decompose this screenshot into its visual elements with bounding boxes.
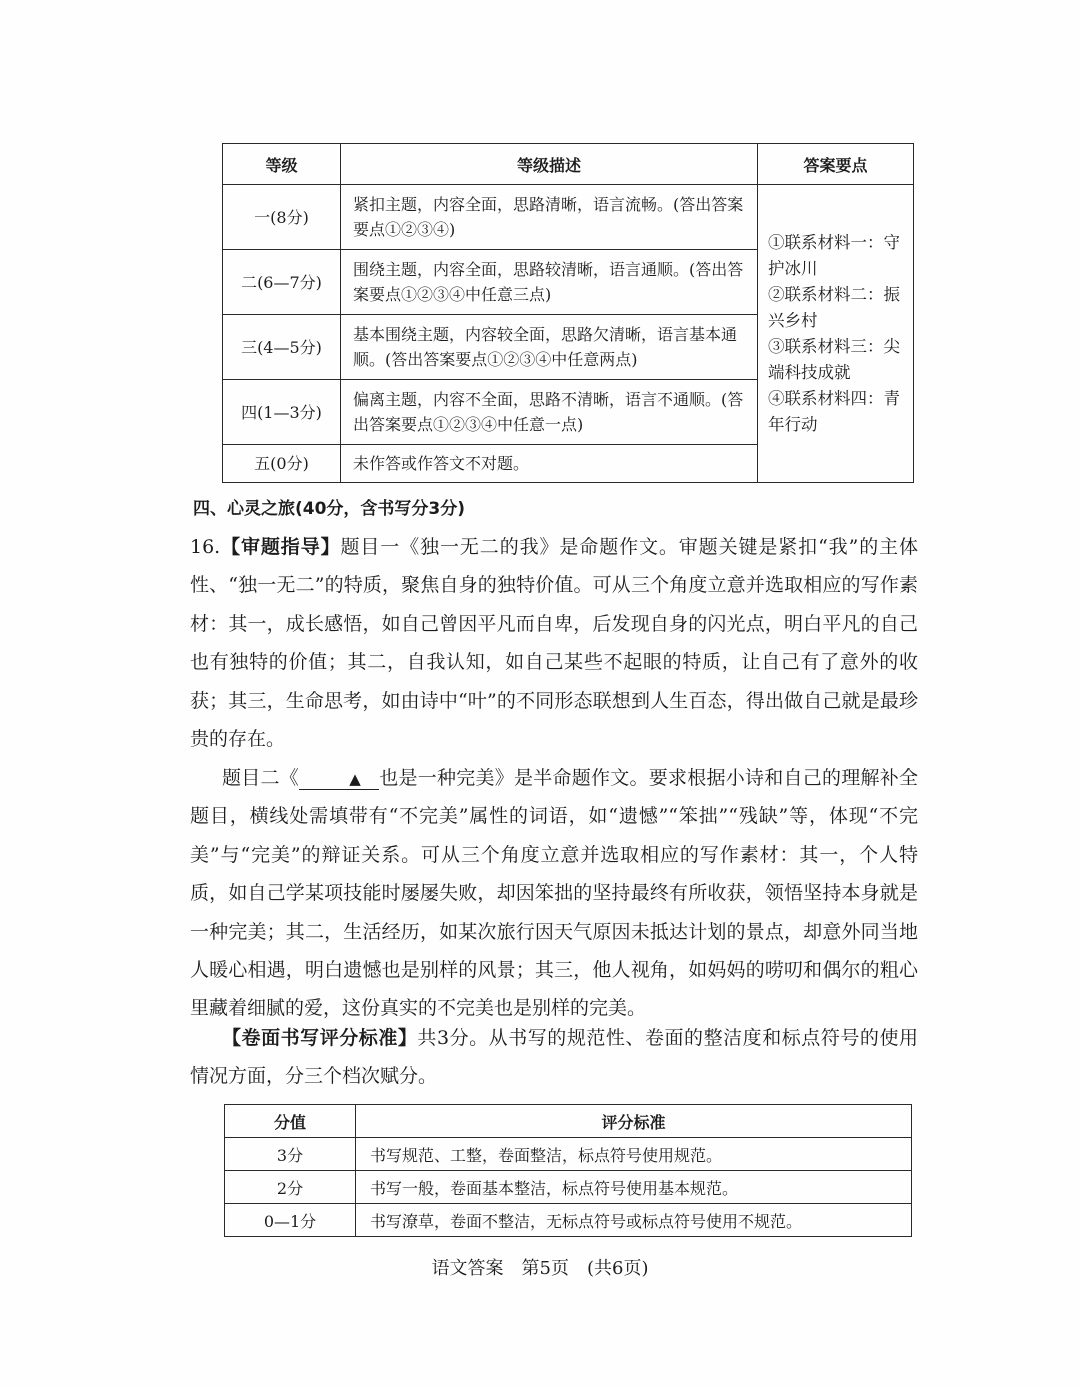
q16-paragraph-1 xyxy=(190,528,918,758)
blank-line xyxy=(299,769,379,790)
writing-standard-text: 共3分。从书写的规范性、卷面的整洁度和标点符号的使用情况方面，分三个档次赋分。 xyxy=(190,1027,918,1088)
key-point: ④联系材料四：青年行动 xyxy=(768,388,900,434)
grade-description: 紧扣主题，内容全面，思路清晰，语言流畅。(答出答案要点①②③④) xyxy=(341,185,758,250)
key-point: ③联系材料三：尖端科技成就 xyxy=(768,336,900,382)
section-title: 四、心灵之旅(40分，含书写分3分) xyxy=(193,499,466,519)
key-points-cell xyxy=(758,185,914,483)
header-standard: 评分标准 xyxy=(356,1105,912,1138)
table-row xyxy=(225,1171,912,1204)
key-point: ①联系材料一：守护冰川 xyxy=(768,232,900,278)
grade-description: 偏离主题，内容不全面，思路不清晰，语言不通顺。(答出答案要点①②③④中任意一点) xyxy=(341,380,758,445)
table-header-row xyxy=(223,144,914,185)
table-row xyxy=(223,185,914,250)
score-value: 2分 xyxy=(225,1171,356,1204)
guidance-text-1: 题目一《独一无二的我》是命题作文。审题关键是紧扣“我”的主体性、“独一无二”的特质，聚焦自身的独特价值。可从三个角度立意并选取相应的写作素材：其一，成长感悟，如自己曾因平凡而自卑，后发现自身的闪光点，明白平凡的自己也有独特的价值；其二，自我认知，如自己某些不起眼的特质，让自己有了意外的收获；其三，生命思考，如由诗中“叶”的不同形态联想到人生百态，得出做自己就是最珍贵的存在。 xyxy=(190,536,918,751)
score-standard: 书写一般，卷面基本整洁，标点符号使用基本规范。 xyxy=(356,1171,912,1204)
guidance-text-2: 也是一种完美》是半命题作文。要求根据小诗和自己的理解补全题目，横线处需填带有“不完美”属性的词语，如“遗憾”“笨拙”“残缺”等，体现“不完美”与“完美”的辩证关系。可从三个角度立意并选取相应的写作素材：其一，个人特质，如自己学某项技能时屡屡失败，却因笨拙的坚持最终有所收获，领悟坚持本身就是一种完美；其二，生活经历，如某次旅行因天气原因未抵达计划的景点，却意外同当地人暖心相遇，明白遗憾也是别样的风景；其三，他人视角，如妈妈的唠叨和偶尔的粗心里藏着细腻的爱，这份真实的不完美也是别样的完美。 xyxy=(190,767,918,1020)
grade-description: 未作答或作答文不对题。 xyxy=(341,445,758,483)
guidance-tag: 【审题指导】 xyxy=(220,536,341,558)
score-value: 0—1分 xyxy=(225,1204,356,1237)
question-number: 16. xyxy=(190,536,221,558)
grade-description: 基本围绕主题，内容较全面，思路欠清晰，语言基本通顺。(答出答案要点①②③④中任意两点) xyxy=(341,315,758,380)
grade-description: 围绕主题，内容全面，思路较清晰，语言通顺。(答出答案要点①②③④中任意三点) xyxy=(341,250,758,315)
topic2-prefix: 题目二《 xyxy=(222,767,299,789)
writing-standard-paragraph xyxy=(190,1019,918,1096)
score-table xyxy=(224,1104,912,1237)
q16-paragraph-2 xyxy=(190,759,918,1028)
header-level: 等级 xyxy=(223,144,341,185)
page-footer: 语文答案 第5页 (共6页) xyxy=(431,1258,649,1279)
grade-table xyxy=(222,143,914,483)
header-value: 分值 xyxy=(225,1105,356,1138)
table-row xyxy=(225,1204,912,1237)
grade-level: 一(8分) xyxy=(223,185,341,250)
key-point: ②联系材料二：振兴乡村 xyxy=(768,284,900,330)
grade-level: 三(4—5分) xyxy=(223,315,341,380)
score-value: 3分 xyxy=(225,1138,356,1171)
score-standard: 书写潦草，卷面不整洁，无标点符号或标点符号使用不规范。 xyxy=(356,1204,912,1237)
triangle-icon: ▲ xyxy=(349,770,361,788)
header-key-points: 答案要点 xyxy=(758,144,914,185)
grade-level: 二(6—7分) xyxy=(223,250,341,315)
table-row xyxy=(225,1138,912,1171)
writing-standard-tag: 【卷面书写评分标准】 xyxy=(222,1027,418,1049)
score-standard: 书写规范、工整，卷面整洁，标点符号使用规范。 xyxy=(356,1138,912,1171)
header-description: 等级描述 xyxy=(341,144,758,185)
grade-level: 五(0分) xyxy=(223,445,341,483)
grade-level: 四(1—3分) xyxy=(223,380,341,445)
table-header-row xyxy=(225,1105,912,1138)
